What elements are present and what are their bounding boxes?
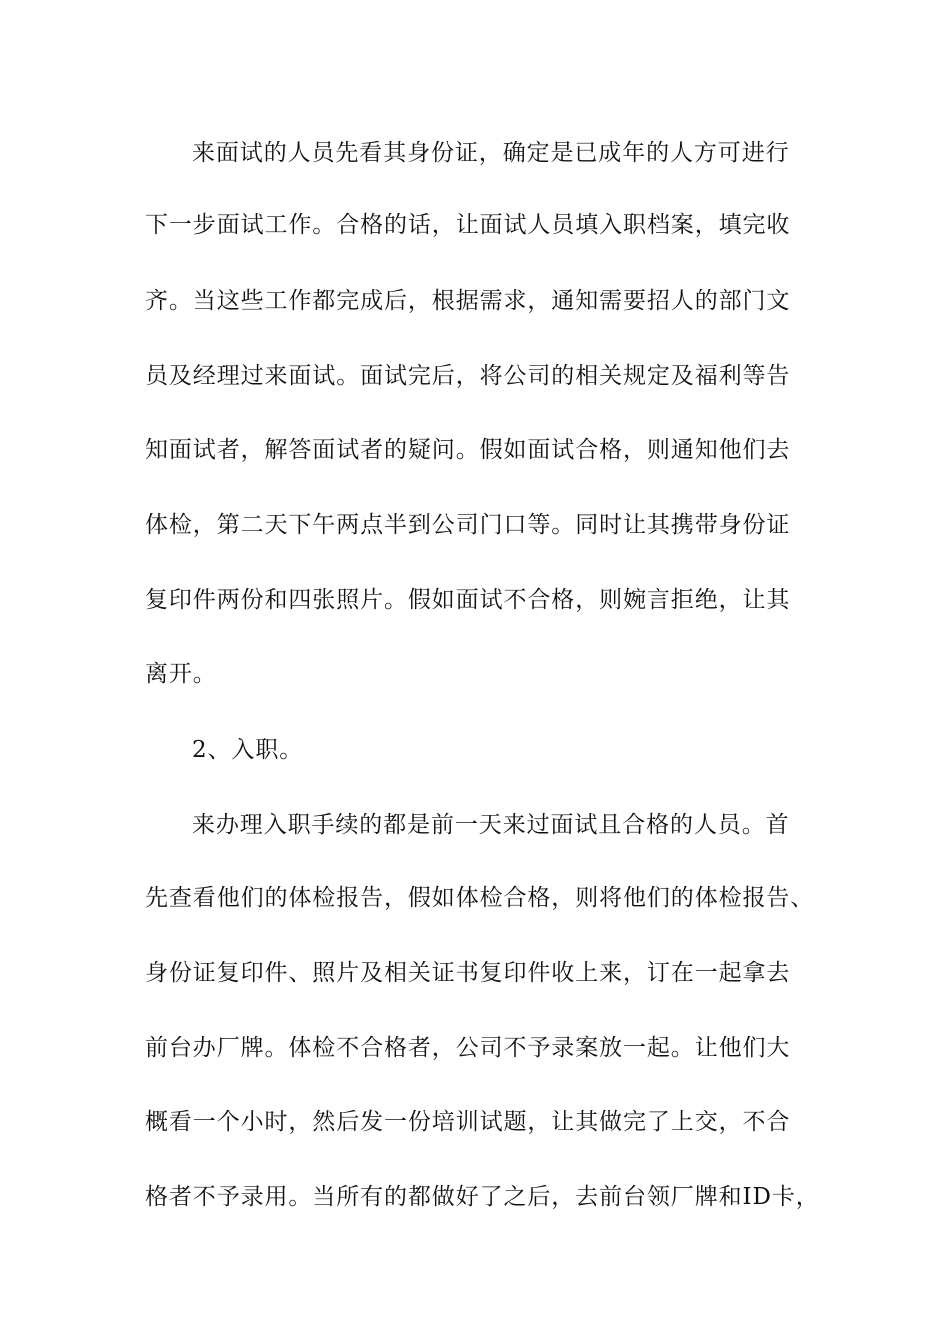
- paragraph1-line-6: 体检，第二天下午两点半到公司门口等。同时让其携带身份证: [145, 512, 791, 538]
- paragraph1-line-1: 来面试的人员先看其身份证，确定是已成年的人方可进行: [192, 140, 790, 166]
- paragraph1-line-8: 离开。: [145, 661, 217, 687]
- paragraph1-line-3: 齐。当这些工作都完成后，根据需求，通知需要招人的部门文: [145, 288, 791, 314]
- paragraph1-line-4: 员及经理过来面试。面试完后，将公司的相关规定及福利等告: [145, 363, 791, 389]
- paragraph2-line-1: 来办理入职手续的都是前一天来过面试且合格的人员。首: [192, 812, 790, 838]
- paragraph2-line-5: 概看一个小时，然后发一份培训试题，让其做完了上交，不合: [145, 1109, 791, 1135]
- paragraph2-line-3: 身份证复印件、照片及相关证书复印件收上来，订在一起拿去: [145, 960, 791, 986]
- paragraph1-line-2: 下一步面试工作。合格的话，让面试人员填入职档案，填完收: [145, 212, 791, 238]
- paragraph2-line-2: 先查看他们的体检报告，假如体检合格，则将他们的体检报告、: [145, 885, 815, 911]
- paragraph1-line-5: 知面试者，解答面试者的疑问。假如面试合格，则通知他们去: [145, 437, 791, 463]
- paragraph2-line-4: 前台办厂牌。体检不合格者，公司不予录案放一起。让他们大: [145, 1035, 791, 1061]
- section-heading: 2、入职。: [192, 737, 304, 763]
- paragraph2-line-6: 格者不予录用。当所有的都做好了之后，去前台领厂牌和ID卡，: [145, 1184, 820, 1210]
- paragraph1-line-7: 复印件两份和四张照片。假如面试不合格，则婉言拒绝，让其: [145, 587, 791, 613]
